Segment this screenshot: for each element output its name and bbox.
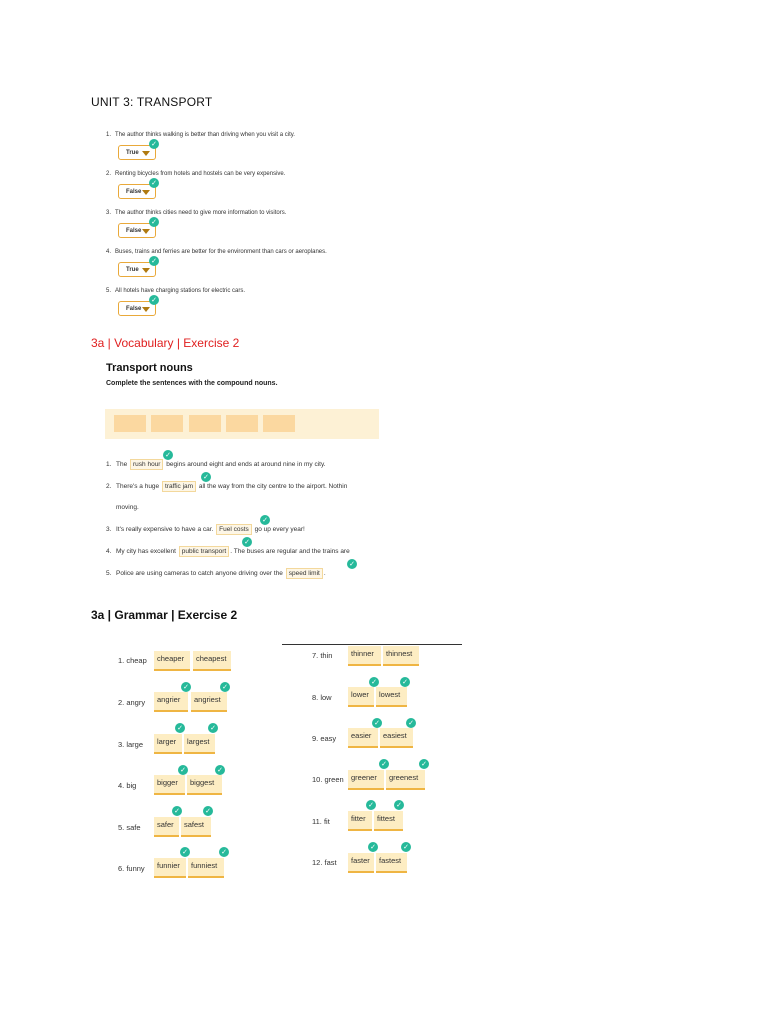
check-circle-icon: ✓ — [400, 677, 410, 687]
adjective-label: 8. low — [312, 693, 332, 702]
adjective-label: 1. cheap — [118, 656, 147, 665]
caret-down-icon — [142, 307, 150, 312]
check-circle-icon: ✓ — [242, 537, 252, 547]
comparative-answer[interactable]: faster — [348, 853, 374, 873]
adjective-label: 4. big — [118, 781, 137, 790]
adjective-label: 7. thin — [312, 651, 333, 660]
sentence-text: all the way from the city centre to the airport. Nothin — [198, 483, 348, 490]
question-text: Buses, trains and ferries are better for the environment than cars or aeroplanes. — [115, 249, 327, 255]
superlative-answer[interactable]: lowest — [376, 687, 407, 707]
sentence-3 — [106, 524, 305, 535]
sentence-text: begins around eight and ends at around nine in my city. — [166, 461, 326, 468]
check-circle-icon: ✓ — [149, 256, 159, 266]
adjective-label: 2. angry — [118, 698, 146, 707]
caret-down-icon — [142, 190, 150, 195]
adjective-label: 12. fast — [312, 858, 337, 867]
question-number: 1. — [106, 132, 112, 138]
sentence-text: There's a huge — [116, 483, 160, 490]
sentence-number: 1. — [106, 461, 112, 468]
question-number: 4. — [106, 249, 112, 255]
sentence-text: go up every year! — [254, 526, 305, 533]
superlative-answer[interactable]: greenest — [386, 770, 425, 790]
superlative-answer[interactable]: angriest — [191, 692, 227, 712]
sentence-text: . The buses are regular and the trains are — [230, 548, 350, 555]
check-circle-icon: ✓ — [379, 759, 389, 769]
check-circle-icon: ✓ — [260, 515, 270, 525]
exercise-title: Transport nouns — [106, 362, 193, 374]
dropdown-value: False — [126, 305, 142, 312]
dropdown-value: True — [126, 149, 139, 156]
sentence-2 — [106, 481, 347, 492]
answer-blank[interactable]: speed limit — [286, 568, 323, 579]
question-text: The author thinks walking is better than driving when you visit a city. — [115, 132, 295, 138]
word-bank-slot[interactable] — [226, 415, 258, 432]
check-circle-icon: ✓ — [368, 842, 378, 852]
question-1 — [106, 132, 295, 138]
question-3 — [106, 210, 286, 216]
comparative-answer[interactable]: easier — [348, 728, 378, 748]
check-circle-icon: ✓ — [149, 295, 159, 305]
comparative-answer[interactable]: cheaper — [154, 651, 190, 671]
adjective-label: 10. green — [312, 775, 344, 784]
superlative-answer[interactable]: largest — [184, 734, 215, 754]
question-5 — [106, 288, 245, 294]
word-bank-slot[interactable] — [189, 415, 221, 432]
comparative-answer[interactable]: funnier — [154, 858, 186, 878]
caret-down-icon — [142, 268, 150, 273]
caret-down-icon — [142, 229, 150, 234]
check-circle-icon: ✓ — [401, 842, 411, 852]
sentence-1 — [106, 459, 326, 470]
check-circle-icon: ✓ — [369, 677, 379, 687]
page-title: UNIT 3: TRANSPORT — [91, 95, 213, 109]
sentence-4 — [106, 546, 350, 557]
grammar-heading: 3a | Grammar | Exercise 2 — [91, 608, 238, 622]
exercise-instructions: Complete the sentences with the compound nouns. — [106, 380, 278, 387]
superlative-answer[interactable]: fastest — [376, 853, 407, 873]
answer-blank[interactable]: rush hour — [130, 459, 163, 470]
check-circle-icon: ✓ — [175, 723, 185, 733]
word-bank-slot[interactable] — [263, 415, 295, 432]
sentence-text: It's really expensive to have a car. — [116, 526, 214, 533]
check-circle-icon: ✓ — [208, 723, 218, 733]
caret-down-icon — [142, 151, 150, 156]
check-circle-icon: ✓ — [149, 217, 159, 227]
adjective-label: 5. safe — [118, 823, 141, 832]
check-circle-icon: ✓ — [149, 139, 159, 149]
word-bank — [105, 409, 379, 439]
comparative-answer[interactable]: bigger — [154, 775, 185, 795]
sentence-text: The — [116, 461, 128, 468]
superlative-answer[interactable]: fittest — [374, 811, 403, 831]
question-number: 3. — [106, 210, 112, 216]
superlative-answer[interactable]: biggest — [187, 775, 222, 795]
superlative-answer[interactable]: safest — [181, 817, 211, 837]
divider-line — [282, 644, 462, 645]
check-circle-icon: ✓ — [178, 765, 188, 775]
check-circle-icon: ✓ — [220, 682, 230, 692]
sentence-2-continued — [116, 504, 139, 511]
comparative-answer[interactable]: greener — [348, 770, 384, 790]
question-text: The author thinks cities need to give more information to visitors. — [115, 210, 287, 216]
comparative-answer[interactable]: angrier — [154, 692, 188, 712]
check-circle-icon: ✓ — [180, 847, 190, 857]
comparative-answer[interactable]: safer — [154, 817, 179, 837]
answer-blank[interactable]: public transport — [179, 546, 229, 557]
dropdown-value: False — [126, 227, 142, 234]
question-text: Renting bicycles from hotels and hostels can be very expensive. — [115, 171, 286, 177]
vocabulary-heading: 3a | Vocabulary | Exercise 2 — [91, 336, 240, 350]
sentence-number: 4. — [106, 548, 112, 555]
check-circle-icon: ✓ — [203, 806, 213, 816]
adjective-label: 9. easy — [312, 734, 337, 743]
check-circle-icon: ✓ — [394, 800, 404, 810]
check-circle-icon: ✓ — [163, 450, 173, 460]
sentence-text: moving. — [116, 504, 139, 511]
sentence-text: Police are using cameras to catch anyone driving over the — [116, 570, 283, 577]
comparative-answer[interactable]: larger — [154, 734, 182, 754]
check-circle-icon: ✓ — [419, 759, 429, 769]
superlative-answer[interactable]: funniest — [188, 858, 224, 878]
check-circle-icon: ✓ — [149, 178, 159, 188]
check-circle-icon: ✓ — [347, 559, 357, 569]
superlative-answer[interactable]: cheapest — [193, 651, 231, 671]
check-circle-icon: ✓ — [181, 682, 191, 692]
word-bank-slot[interactable] — [114, 415, 146, 432]
comparative-answer[interactable]: lower — [348, 687, 374, 707]
sentence-text: . — [323, 570, 326, 577]
answer-blank[interactable]: traffic jam — [162, 481, 196, 492]
check-circle-icon: ✓ — [406, 718, 416, 728]
check-circle-icon: ✓ — [366, 800, 376, 810]
check-circle-icon: ✓ — [215, 765, 225, 775]
check-circle-icon: ✓ — [219, 847, 229, 857]
question-2 — [106, 171, 285, 177]
question-text: All hotels have charging stations for electric cars. — [115, 288, 246, 294]
superlative-answer[interactable]: thinnest — [383, 646, 419, 666]
adjective-label: 6. funny — [118, 864, 145, 873]
sentence-text: My city has excellent — [116, 548, 176, 555]
comparative-answer[interactable]: fitter — [348, 811, 372, 831]
adjective-label: 3. large — [118, 740, 144, 749]
sentence-5 — [106, 568, 326, 579]
dropdown-value: True — [126, 266, 139, 273]
comparative-answer[interactable]: thinner — [348, 646, 381, 666]
adjective-label: 11. fit — [312, 817, 330, 826]
word-bank-slot[interactable] — [151, 415, 183, 432]
superlative-answer[interactable]: easiest — [380, 728, 413, 748]
sentence-number: 5. — [106, 570, 112, 577]
check-circle-icon: ✓ — [372, 718, 382, 728]
question-number: 2. — [106, 171, 112, 177]
sentence-number: 2. — [106, 483, 112, 490]
question-4 — [106, 249, 327, 255]
check-circle-icon: ✓ — [172, 806, 182, 816]
question-number: 5. — [106, 288, 112, 294]
check-circle-icon: ✓ — [201, 472, 211, 482]
dropdown-value: False — [126, 188, 142, 195]
sentence-number: 3. — [106, 526, 112, 533]
answer-blank[interactable]: Fuel costs — [216, 524, 252, 535]
